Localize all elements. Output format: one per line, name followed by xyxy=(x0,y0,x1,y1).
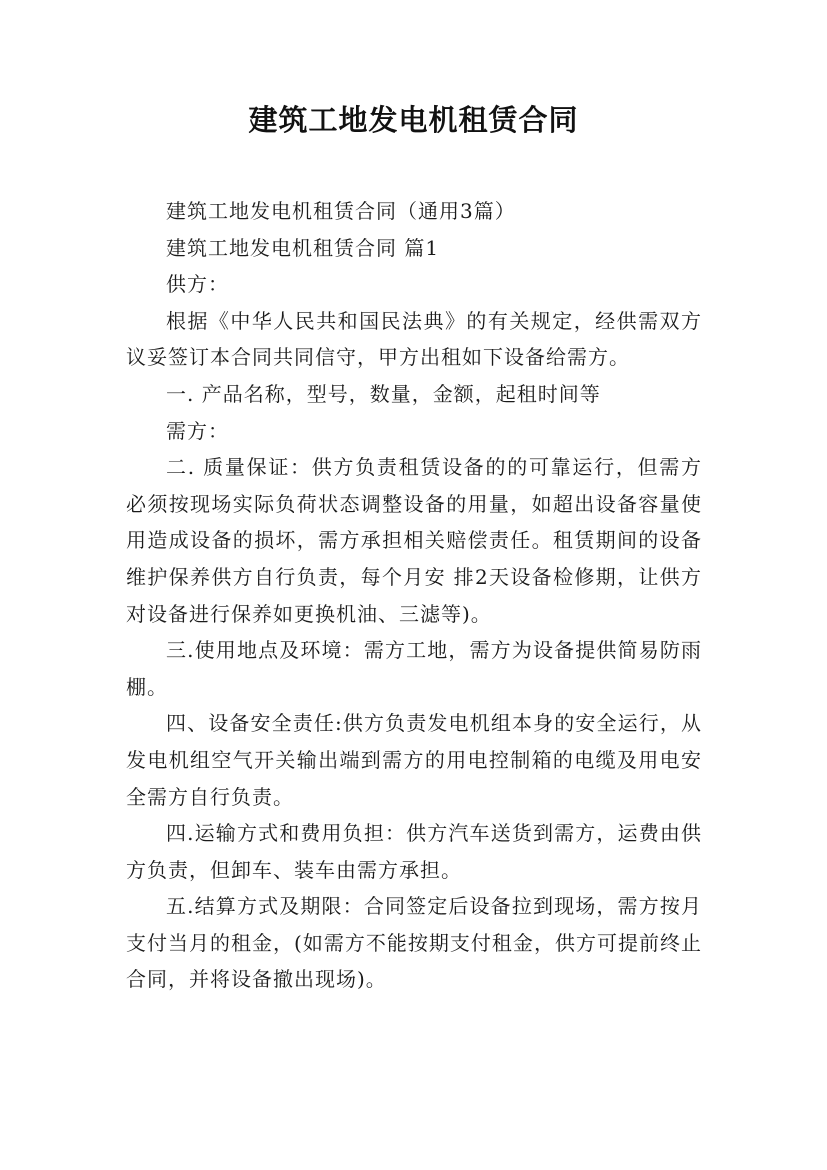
document-title: 建筑工地发电机租赁合同 xyxy=(248,103,579,137)
paragraph-collection-title: 建筑工地发电机租赁合同（通用3篇） xyxy=(166,199,516,223)
paragraph-clause-2: 二. 质量保证：供方负责租赁设备的的可靠运行，但需方必须按现场实际负荷状态调整设备的用量，如超出设备容量使用造成设备的损坏，需方承担相关赔偿责任。租赁期间的设备维护保养供方自行负责，每个月安 排2天设备检修期，让供方对设备进行保养如更换机油、三滤等)。 xyxy=(126,455,702,626)
paragraph-legal-basis: 根据《中华人民共和国民法典》的有关规定，经供需双方议妥签订本合同共同信守，甲方出租如下设备给需方。 xyxy=(126,308,702,370)
paragraph-supplier-label: 供方： xyxy=(166,272,229,297)
paragraph-section-heading: 建筑工地发电机租赁合同 篇1 xyxy=(166,235,440,260)
paragraph-clause-1: 一. 产品名称，型号，数量，金额，起租时间等 xyxy=(166,381,601,406)
paragraph-clause-3: 三.使用地点及环境：需方工地，需方为设备提供简易防雨棚。 xyxy=(126,638,702,699)
paragraph-clause-5: 五.结算方式及期限：合同签定后设备拉到现场，需方按月支付当月的租金，(如需方不能按期支付租金，供方可提前终止合同，并将设备撤出现场)。 xyxy=(126,894,702,992)
document-body xyxy=(126,193,702,998)
paragraph-clause-4-transport: 四.运输方式和费用负担：供方汽车送货到需方，运费由供方负责，但卸车、装车由需方承担。 xyxy=(126,821,702,882)
paragraph-clause-4-safety: 四、设备安全责任:供方负责发电机组本身的安全运行，从发电机组空气开关输出端到需方的用电控制箱的电缆及用电安全需方自行负责。 xyxy=(126,711,702,809)
paragraph-buyer-label: 需方： xyxy=(166,418,229,443)
